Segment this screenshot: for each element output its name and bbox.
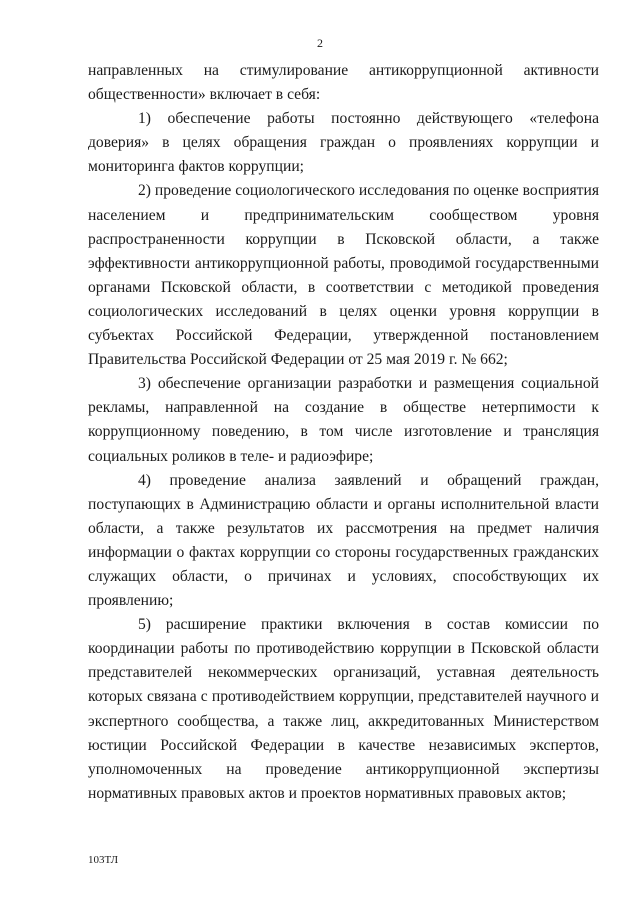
paragraph-continuation: направленных на стимулирование антикоррупционной активности общественности» включает в себя: [88,62,599,104]
paragraph-item-2: 2) проведение социологического исследования по оценке восприятия населением и предпринимательским сообществом уровня распространенности коррупции в Псковской области, а также эффективности антикоррупционной работы, проводимой государственными органами Псковской области, в соответствии с методикой проведения социологических исследований в целях оценки уровня коррупции в субъектах Российской Федерации, утвержденной постановлением Правительства Российской Федерации от 25 мая 2019 г. № 662; [88,182,599,369]
paragraph-item-3: 3) обеспечение организации разработки и размещения социальной рекламы, направленной на создание в обществе нетерпимости к коррупционному поведению, в том числе изготовление и трансляция социальных роликов в теле- и радиоэфире; [88,375,599,465]
paragraph-item-5: 5) расширение практики включения в состав комиссии по координации работы по противодействию коррупции в Псковской области представителей некоммерческих организаций, уставная деятельность которых связана с противодействием коррупции, представителей научного и экспертного сообщества, а также лиц, аккредитованных Министерством юстиции Российской Федерации в качестве независимых экспертов, уполномоченных на проведение антикоррупционной экспертизы нормативных правовых актов и проектов нормативных правовых актов; [88,616,599,802]
paragraph-item-1: 1) обеспечение работы постоянно действующего «телефона доверия» в целях обращения граждан о проявлениях коррупции и мониторинга фактов коррупции; [88,110,599,176]
paragraph-item-4: 4) проведение анализа заявлений и обращений граждан, поступающих в Администрацию области и органы исполнительной власти области, а также результатов их рассмотрения на предмет наличия информации о фактах коррупции со стороны государственных гражданских служащих области, о причинах и условиях, способствующих их проявлению; [88,471,599,610]
document-code: 103ТЛ [88,854,119,866]
page-number: 2 [317,36,323,50]
document-body [88,59,599,806]
